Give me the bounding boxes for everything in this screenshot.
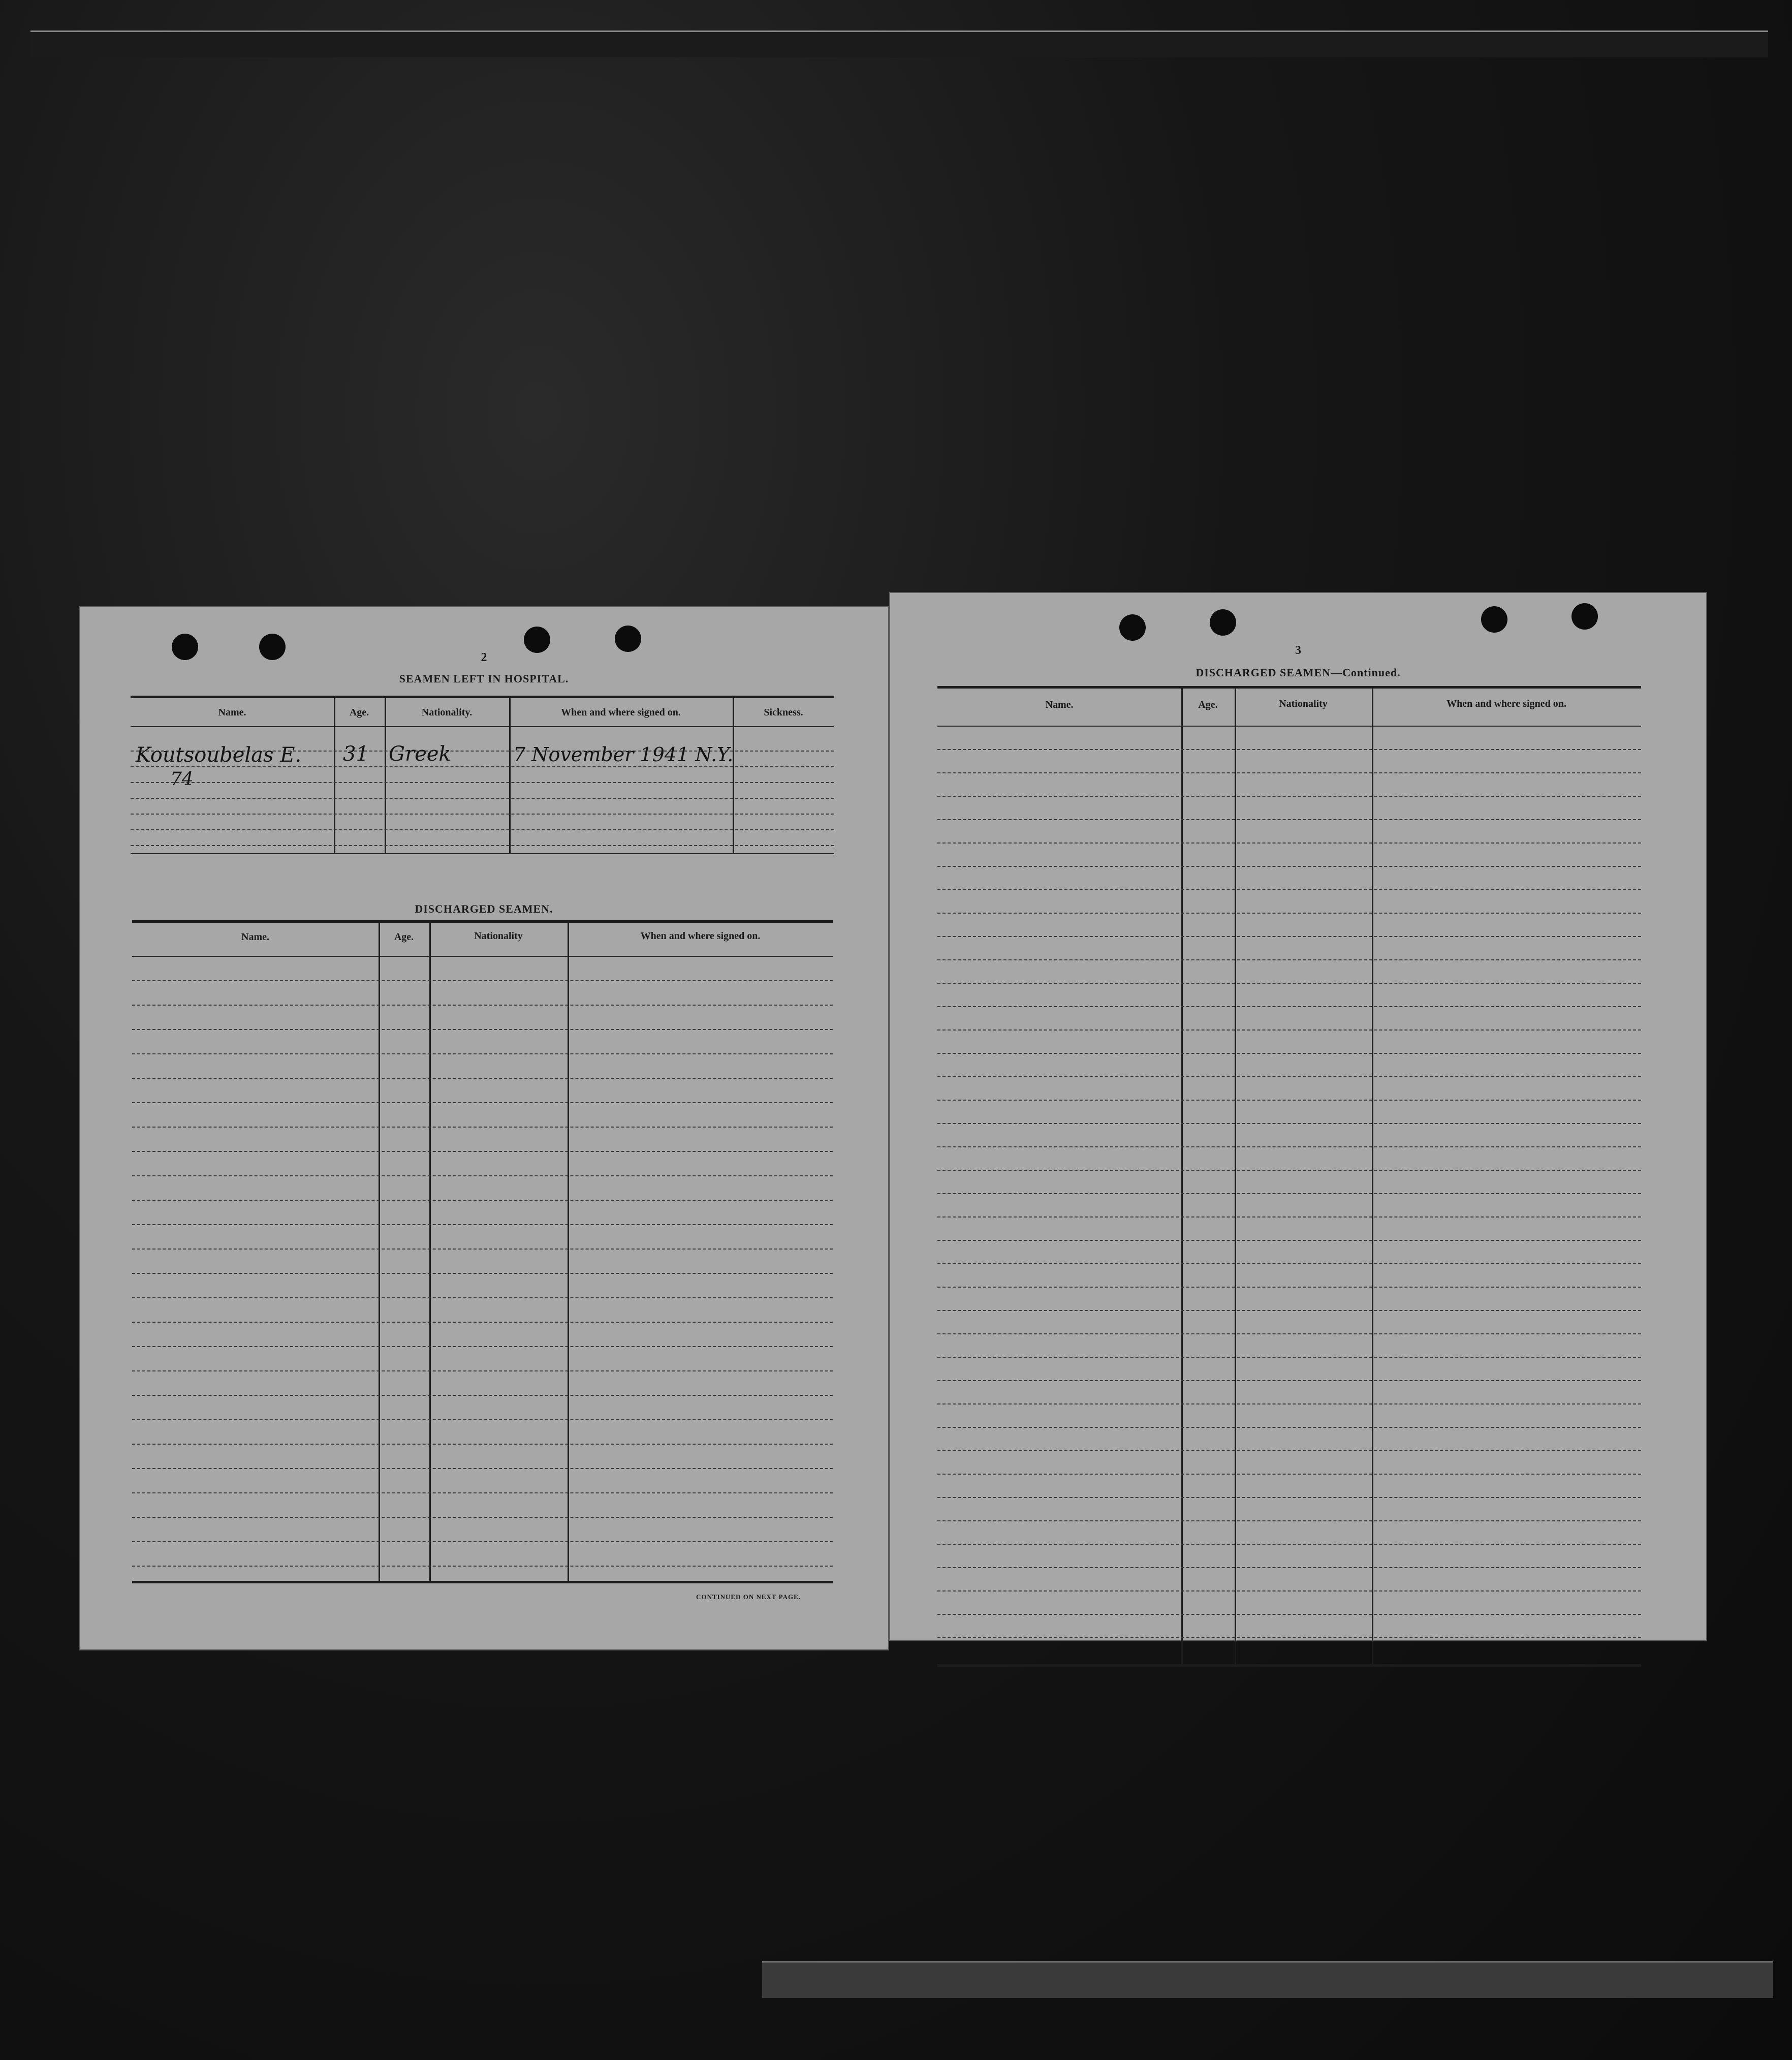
column-header-name: Name. bbox=[241, 931, 269, 943]
ruled-row bbox=[937, 1357, 1641, 1358]
column-divider bbox=[1181, 686, 1183, 1664]
column-header-nationality: Nationality. bbox=[421, 707, 473, 718]
ruled-row bbox=[937, 1520, 1641, 1521]
ruled-row bbox=[132, 1078, 833, 1079]
hospital-table bbox=[131, 696, 834, 868]
ruled-row bbox=[132, 1053, 833, 1054]
ruled-row bbox=[131, 814, 834, 815]
film-edge-bottom bbox=[762, 1961, 1773, 1998]
column-header-signed-on: When and where signed on. bbox=[1447, 698, 1566, 709]
ruled-row bbox=[132, 1468, 833, 1469]
table-rule bbox=[132, 956, 833, 957]
ruled-row bbox=[937, 1333, 1641, 1334]
column-header-name: Name. bbox=[218, 707, 246, 718]
ruled-row bbox=[937, 1590, 1641, 1591]
column-header-signed-on: When and where signed on. bbox=[561, 707, 681, 718]
ruled-row bbox=[132, 980, 833, 981]
ruled-row bbox=[132, 1102, 833, 1103]
film-edge-top bbox=[30, 30, 1768, 57]
ruled-row bbox=[937, 1216, 1641, 1218]
ruled-row bbox=[937, 1240, 1641, 1241]
handwritten-nationality: Greek bbox=[389, 742, 451, 766]
table-rule bbox=[937, 686, 1641, 689]
ruled-row bbox=[937, 1100, 1641, 1101]
column-divider bbox=[379, 920, 380, 1581]
column-divider bbox=[429, 920, 431, 1581]
punch-hole bbox=[524, 627, 550, 653]
ruled-row bbox=[132, 1151, 833, 1152]
ruled-row bbox=[937, 936, 1641, 937]
ruled-row bbox=[937, 1403, 1641, 1404]
ruled-row bbox=[937, 1076, 1641, 1077]
ruled-row bbox=[937, 889, 1641, 890]
table-rule bbox=[132, 920, 833, 923]
page-number: 3 bbox=[1295, 644, 1301, 657]
ruled-row bbox=[937, 772, 1641, 773]
column-header-age: Age. bbox=[1198, 699, 1218, 710]
discharged-continued-table bbox=[937, 686, 1641, 1677]
left-page bbox=[79, 606, 889, 1650]
ruled-row bbox=[937, 1474, 1641, 1475]
ruled-row bbox=[937, 1427, 1641, 1428]
ruled-row bbox=[937, 1544, 1641, 1545]
ruled-row bbox=[937, 1310, 1641, 1311]
ruled-row bbox=[937, 1006, 1641, 1007]
ruled-row bbox=[937, 1193, 1641, 1194]
ruled-row bbox=[937, 866, 1641, 867]
ruled-row bbox=[132, 1297, 833, 1298]
table-rule bbox=[937, 726, 1641, 727]
ruled-row bbox=[937, 959, 1641, 960]
ruled-row bbox=[132, 1005, 833, 1006]
ruled-row bbox=[937, 819, 1641, 820]
table-rule bbox=[937, 1664, 1641, 1667]
ruled-row bbox=[937, 1567, 1641, 1568]
handwritten-note: 74 bbox=[170, 769, 194, 790]
ruled-row bbox=[131, 829, 834, 830]
handwritten-signed-on: 7 November 1941 N.Y. bbox=[513, 743, 734, 766]
ruled-row bbox=[937, 1123, 1641, 1124]
ruled-row bbox=[937, 1053, 1641, 1054]
ruled-row bbox=[132, 1395, 833, 1396]
ruled-row bbox=[132, 1346, 833, 1347]
table-rule bbox=[131, 726, 834, 727]
ruled-row bbox=[937, 1497, 1641, 1498]
table-rule bbox=[132, 1581, 833, 1583]
ruled-row bbox=[132, 1127, 833, 1128]
ruled-row bbox=[132, 1517, 833, 1518]
punch-hole bbox=[615, 626, 641, 652]
ruled-row bbox=[937, 1614, 1641, 1615]
handwritten-name: Koutsoubelas E. bbox=[136, 743, 302, 767]
column-divider bbox=[568, 920, 569, 1581]
right-page bbox=[889, 592, 1707, 1641]
section-title-discharged: DISCHARGED SEAMEN. bbox=[415, 902, 553, 915]
ruled-row bbox=[937, 1170, 1641, 1171]
section-title-hospital: SEAMEN LEFT IN HOSPITAL. bbox=[399, 672, 569, 685]
ruled-row bbox=[132, 1492, 833, 1493]
ruled-row bbox=[937, 1263, 1641, 1264]
column-divider bbox=[1372, 686, 1373, 1664]
ruled-row bbox=[131, 845, 834, 846]
ruled-row bbox=[132, 1419, 833, 1420]
table-rule bbox=[131, 853, 834, 854]
punch-hole bbox=[1119, 614, 1146, 641]
ruled-row bbox=[937, 1029, 1641, 1031]
ruled-row bbox=[937, 983, 1641, 984]
ruled-row bbox=[132, 1273, 833, 1274]
ruled-row bbox=[937, 1287, 1641, 1288]
column-header-nationality: Nationality bbox=[1279, 698, 1328, 709]
handwritten-age: 31 bbox=[343, 742, 369, 766]
section-title-discharged-continued: DISCHARGED SEAMEN—Continued. bbox=[1196, 666, 1401, 679]
ruled-row bbox=[132, 1322, 833, 1323]
ruled-row bbox=[937, 913, 1641, 914]
ruled-row bbox=[131, 798, 834, 799]
ruled-row bbox=[937, 1380, 1641, 1381]
ruled-row bbox=[132, 1249, 833, 1250]
page-number: 2 bbox=[481, 651, 487, 664]
continued-note: CONTINUED ON NEXT PAGE. bbox=[696, 1593, 801, 1601]
ruled-row bbox=[132, 1541, 833, 1542]
ruled-row bbox=[132, 1566, 833, 1567]
ruled-row bbox=[132, 1175, 833, 1176]
punch-hole bbox=[1210, 609, 1236, 636]
column-header-name: Name. bbox=[1045, 699, 1074, 710]
ruled-row bbox=[132, 1444, 833, 1445]
table-rule bbox=[131, 696, 834, 698]
ruled-row bbox=[131, 782, 834, 783]
punch-hole bbox=[1571, 603, 1598, 630]
ruled-row bbox=[132, 1200, 833, 1201]
discharged-table bbox=[132, 920, 833, 1589]
column-header-age: Age. bbox=[349, 707, 369, 718]
ruled-row bbox=[937, 749, 1641, 750]
ruled-row bbox=[132, 1370, 833, 1371]
ruled-row bbox=[937, 1637, 1641, 1638]
ruled-row bbox=[937, 1450, 1641, 1451]
ruled-row bbox=[937, 796, 1641, 797]
column-divider bbox=[1235, 686, 1236, 1664]
column-header-nationality: Nationality bbox=[474, 930, 523, 942]
ruled-row bbox=[132, 1029, 833, 1030]
column-header-age: Age. bbox=[394, 931, 414, 943]
punch-hole bbox=[1481, 606, 1507, 633]
ruled-row bbox=[937, 1146, 1641, 1147]
ruled-row bbox=[937, 842, 1641, 844]
column-header-sickness: Sickness. bbox=[764, 707, 803, 718]
column-header-signed-on: When and where signed on. bbox=[640, 930, 761, 942]
ruled-row bbox=[132, 1224, 833, 1225]
